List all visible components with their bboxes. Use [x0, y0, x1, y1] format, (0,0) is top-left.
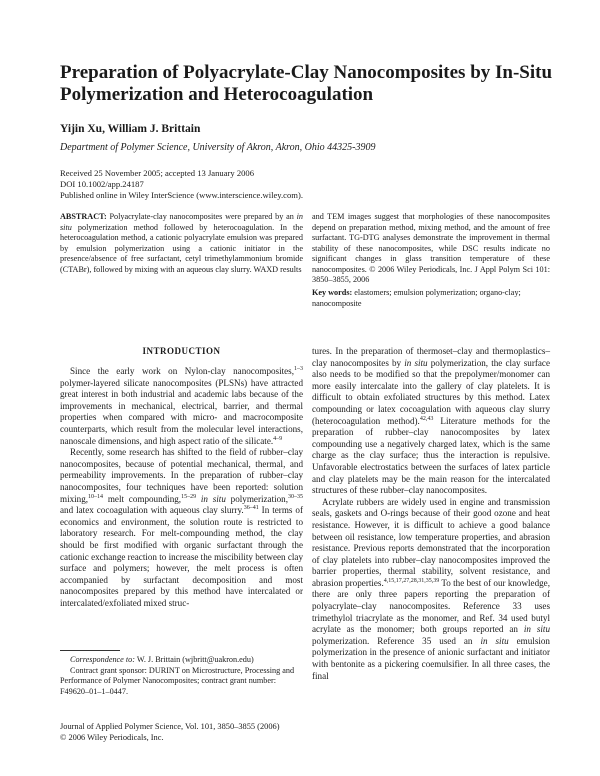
correspondence-label: Correspondence to:: [70, 655, 135, 664]
paragraph: [312, 497, 550, 683]
citation: 4,15,17,27,28,31,35,39: [383, 577, 440, 584]
citation: 1–3: [294, 365, 303, 372]
grant-note: Contract grant sponsor: DURINT on Microstructure, Processing and Performance of Polymer Nanocomposites; contract grant number: F49620–01–1–0447.: [60, 665, 295, 696]
left-column: [60, 366, 303, 609]
text: polymerization. Reference 35 used an: [312, 635, 481, 646]
paragraph: [312, 346, 550, 497]
text: polymerization, the clay surface also needs to be modified so that the prepolymer/monomer can more easily intercalate into the gallery of clay platelets. It is difficult to obtain exfoliated structures by this method. Latex compounding or latex cocoagulation with aqueous clay slurry (heterocoagulation method).: [312, 357, 550, 426]
keywords: [312, 288, 550, 309]
text: Literature methods for the preparation of rubber–clay nanocomposites by latex compounding use a negatively charged latex, which is the same charge as the clay surface; thus the interaction is repulsive. Unfavorable electrostatics between the surfaces of latex particle and clay platelets may be the main reason for the intercalated structures of these rubber–clay nanocomposites.: [312, 415, 550, 496]
text: polymerization,: [225, 493, 288, 504]
affiliation: Department of Polymer Science, University of Akron, Akron, Ohio 44325-3909: [60, 142, 376, 153]
text: To the best of our knowledge, there are only three papers reporting the preparation of polyacrylate–clay nanocomposites. Reference 33 uses trimethylol triacrylate as the monomer, and Ref. 34 used butyl acrylate as the monomer; both groups reported an: [312, 577, 550, 635]
citation: 15–29: [181, 493, 197, 500]
copyright: © 2006 Wiley Periodicals, Inc.: [60, 732, 164, 742]
doi: DOI 10.1002/app.24187: [60, 179, 144, 189]
italic-text: in situ: [523, 624, 550, 635]
correspondence-note: [60, 655, 303, 666]
abstract: [60, 212, 303, 275]
article-title: Preparation of Polyacrylate-Clay Nanocomposites by In-Situ Polymerization and Heterocoagulation: [60, 62, 553, 105]
citation: 42,43: [419, 415, 434, 422]
journal-info: [60, 722, 303, 743]
abstract-text-1: Polyacrylate-clay nanocomposites were prepared by an: [109, 212, 297, 221]
text: melt compounding,: [103, 493, 182, 504]
published-online: Published online in Wiley InterScience (www.interscience.wiley.com).: [60, 190, 303, 200]
keywords-label: Key words:: [312, 288, 353, 297]
abstract-italic: in situ: [60, 212, 304, 232]
text: emulsion polymerization in the presence of anionic surfactant and initiator with bentonite as a pickering coemulsifier. In all three cases, the final: [312, 635, 550, 681]
text: and latex cocoagulation with aqueous clay slurry.: [60, 505, 244, 516]
italic-text: in situ: [200, 493, 226, 504]
paragraph: [60, 447, 303, 609]
footnote-divider: [60, 650, 120, 651]
section-heading: INTRODUCTION: [142, 346, 221, 356]
citation: 30–35: [288, 493, 303, 500]
abstract-text-2: polymerization method followed by heterocoagulation. In the heterocoagulation method, a cationic polyacrylate emulsion was prepared by emulsion polymerization using a cationic initiator in the presence/absence of free surfactant, cetyl trimethylammonium bromide (CTABr), followed by mixing with an aqueous clay slurry. WAXD results: [60, 222, 303, 274]
text: polymer-layered silicate nanocomposites (PLSNs) have attracted great interest in both industrial and academic labs because of the improvements in mechanical, electrical, barrier, and thermal properties when compared with micro- and macrocomposite counterparts, which result from the molecular level interactions, nanoscale dimensions, and high aspect ratio of the silicate.: [60, 377, 303, 446]
italic-text: in situ: [480, 635, 509, 646]
italic-text: in situ: [404, 357, 428, 368]
abstract-continued: [312, 212, 550, 286]
correspondence-text: W. J. Brittain (wjbritt@uakron.edu): [134, 655, 254, 664]
paragraph: [60, 366, 303, 447]
text: Acrylate rubbers are widely used in engine and transmission seals, gaskets and O-rings because of their good ozone and heat resistance. However, it is difficult to achieve a good balance between oil resistance, low temperature properties, and abrasion resistance. Previous reports demonstrated that the incorporation of clay platelets into rubber–clay nanocomposites improved the barrier properties, thermal stability, solvent resistance, and abrasion properties.: [312, 496, 550, 588]
abstract-label: ABSTRACT:: [60, 212, 107, 221]
received-date: Received 25 November 2005; accepted 13 January 2006: [60, 168, 255, 178]
text: Recently, some research has shifted to the field of rubber–clay nanocomposites, because of potential mechanical, thermal, and permeability improvements. In the preparation of rubber–clay nanocomposites, four techniques have been reported: solution mixing,: [60, 447, 303, 504]
citation: 10–14: [88, 493, 104, 500]
text: tures. In the preparation of thermoset–clay and thermoplastics–clay nanocomposites by: [312, 346, 550, 368]
citation: 36–41: [243, 505, 259, 512]
footnotes: [60, 655, 303, 697]
citation: 4–9: [273, 435, 283, 442]
text: Since the early work on Nylon-clay nanocomposites,: [70, 366, 294, 376]
authors: Yijin Xu, William J. Brittain: [60, 123, 201, 135]
right-column: [312, 346, 550, 682]
keywords-text: elastomers; emulsion polymerization; organo-clay; nanocomposite: [312, 288, 521, 308]
abstract-text-continued: and TEM images suggest that morphologies of these nanocomposites depend on preparation method, mixing method, and the amount of free surfactant. TG-DTG analyses demonstrate the improvement in thermal stability of these nanocomposites, while DSC results indicate no significant changes in glass transition temperature of these nanocomposites. © 2006 Wiley Periodicals, Inc. J Appl Polym Sci 101: 3850–3855, 2006: [312, 212, 550, 284]
journal-citation: Journal of Applied Polymer Science, Vol. 101, 3850–3855 (2006): [60, 722, 280, 731]
text: In terms of economics and environment, the solution route is restricted to laboratory research. For melt-compounding method, the clay should be first modified with organic surfactant through the cationic exchange reaction to increase the miscibility between clay surface and polymers; however, the melt process is often accompanied by surfactant decomposition and most nanocomposites prepared by this method have intercalated or intercalated/exfoliated mixed struc-: [60, 505, 303, 608]
